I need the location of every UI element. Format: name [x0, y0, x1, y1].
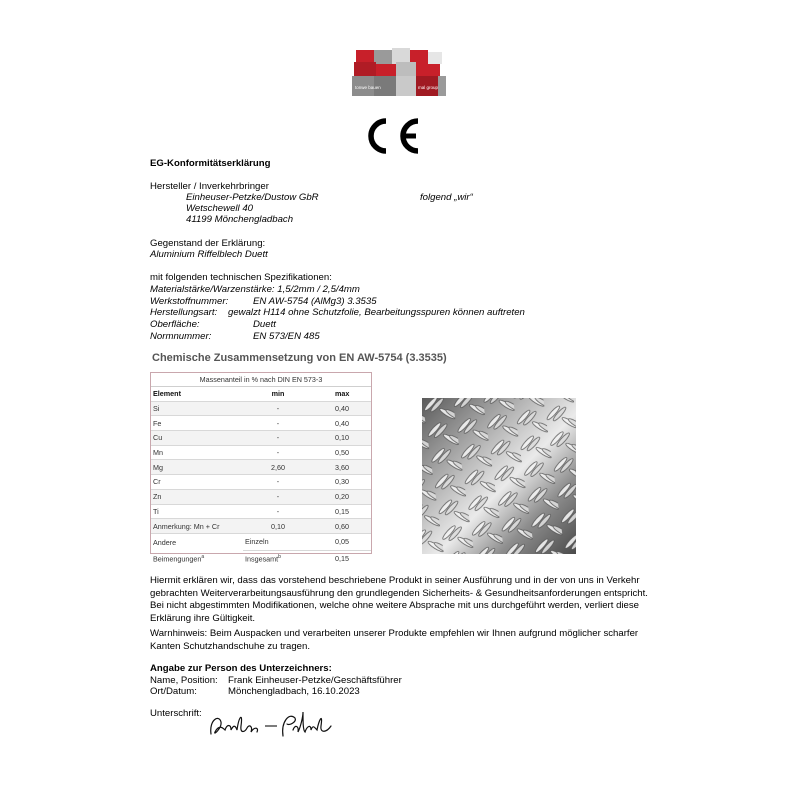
spec-surface-value: Duett	[253, 319, 276, 330]
table-row	[151, 416, 371, 431]
cell-element: Mn	[151, 445, 243, 460]
cell-min: -	[243, 504, 313, 519]
table-row	[151, 550, 371, 567]
warning-line: Warnhinweis: Beim Auspacken und verarbeiten unserer Produkte empfehlen wir Ihnen aufgrund möglicher scharfer	[150, 628, 639, 639]
cell-element: Fe	[151, 416, 243, 431]
cell-total-value: 0,15	[335, 554, 349, 564]
cell-max: 0,15	[313, 504, 371, 519]
manufacturer-name: Einheuser-Petzke/Dustow GbR	[186, 192, 319, 203]
specs-intro: mit folgenden technischen Spezifikationen:	[150, 272, 332, 283]
declaration-line: Bei nicht abgestimmten Modifikationen, welche ohne weitere Absprache mit uns durchgeführt werden, verliert diese	[150, 600, 640, 611]
cell-max: 0,20	[313, 489, 371, 504]
cell-min: -	[243, 416, 313, 431]
spec-production-value: gewalzt H114 ohne Schutzfolie, Bearbeitungsspuren können auftreten	[228, 307, 525, 318]
cell-max: 0,40	[313, 416, 371, 431]
cell-min: -	[243, 489, 313, 504]
cell-max: 0,40	[313, 401, 371, 416]
cell-min: -	[243, 401, 313, 416]
ce-mark-icon	[358, 115, 422, 157]
cell-element: Cr	[151, 475, 243, 490]
table-row	[151, 460, 371, 475]
company-logo	[352, 44, 446, 100]
spec-material-label: Werkstoffnummer:	[150, 296, 229, 307]
cell-element: Mg	[151, 460, 243, 475]
signatory-name-label: Name, Position:	[150, 675, 218, 686]
spec-surface-label: Oberfläche:	[150, 319, 200, 330]
declaration-line: Hiermit erklären wir, dass das vorstehend beschriebene Produkt in seiner Ausführung und in der von uns in Verkehr	[150, 575, 640, 586]
cell-max: 0,60	[313, 519, 371, 534]
cell-impurities-label: Beimengungen$^a$	[153, 553, 205, 564]
manufacturer-street: Wetschewell 40	[186, 203, 254, 214]
subject-label: Gegenstand der Erklärung:	[150, 238, 266, 249]
table-row	[151, 533, 371, 550]
signatory-title: Angabe zur Person des Unterzeichners:	[150, 663, 332, 674]
declaration-line: Erklärung ihre Gültigkeit.	[150, 612, 256, 624]
cell-max: 3,60	[313, 460, 371, 475]
table-row	[151, 445, 371, 460]
table-row	[151, 401, 371, 416]
cell-other-label: Andere	[153, 537, 177, 547]
table-row	[151, 489, 371, 504]
cell-element: Si	[151, 401, 243, 416]
cell-single-value: 0,05	[313, 533, 371, 550]
cell-max: 0,50	[313, 445, 371, 460]
warning-text	[150, 628, 638, 653]
cell-min: 2,60	[243, 460, 313, 475]
subject-value: Aluminium Riffelblech Duett	[150, 249, 268, 260]
table-row	[151, 519, 371, 534]
cell-max: 0,30	[313, 475, 371, 490]
signature-label: Unterschrift:	[150, 708, 202, 719]
table-row	[151, 504, 371, 519]
spec-norm-label: Normnummer:	[150, 331, 212, 342]
cell-single-label: Einzeln	[243, 533, 313, 550]
declaration-line: gebrachten Weiterverarbeitungsausführung den grundlegenden Sicherheits- & Gesundheitsanforderungen entspricht.	[150, 587, 648, 599]
table-caption: Massenanteil in % nach DIN EN 573-3	[151, 373, 371, 387]
header-min: min	[243, 387, 313, 402]
logo-label-right: mal group	[418, 85, 439, 90]
manufacturer-city: 41199 Mönchengladbach	[186, 214, 294, 225]
cell-min: -	[243, 445, 313, 460]
chemistry-table	[150, 372, 372, 564]
signatory-name-value: Frank Einheuser-Petzke/Geschäftsführer	[228, 675, 402, 686]
spec-material-value: EN AW-5754 (AlMg3) 3.3535	[253, 296, 377, 307]
cell-element: Zn	[151, 489, 243, 504]
cell-element: Anmerkung: Mn + Cr	[151, 519, 243, 534]
signatory-place-value: Mönchengladbach, 16.10.2023	[228, 686, 360, 697]
warning-line: Kanten Schutzhandschuhe zu tragen.	[150, 640, 311, 652]
cell-min: -	[243, 431, 313, 446]
declaration-text	[150, 575, 648, 625]
chemistry-title: Chemische Zusammensetzung von EN AW-5754 (3.3535)	[152, 352, 447, 364]
manufacturer-label: Hersteller / Inverkehrbringer	[150, 181, 269, 192]
cell-min: -	[243, 475, 313, 490]
manufacturer-alias: folgend „wir“	[420, 192, 473, 203]
handwritten-signature	[205, 706, 345, 742]
cell-min: 0,10	[243, 519, 313, 534]
table-row	[151, 475, 371, 490]
logo-label-left: tonwe bauen	[355, 85, 381, 90]
document-title: EG-Konformitätserklärung	[150, 158, 271, 169]
spec-norm-value: EN 573/EN 485	[253, 331, 320, 342]
signatory-place-label: Ort/Datum:	[150, 686, 197, 697]
checker-plate-image	[422, 398, 576, 554]
table-row	[151, 431, 371, 446]
header-element: Element	[151, 387, 243, 402]
cell-element: Cu	[151, 431, 243, 446]
spec-thickness: Materialstärke/Warzenstärke: 1,5/2mm / 2,5/4mm	[150, 284, 360, 295]
spec-production-label: Herstellungsart:	[150, 307, 218, 318]
cell-element: Ti	[151, 504, 243, 519]
cell-max: 0,10	[313, 431, 371, 446]
cell-total-label: Insgesamt$^b$	[245, 554, 281, 564]
header-max: max	[313, 387, 371, 402]
